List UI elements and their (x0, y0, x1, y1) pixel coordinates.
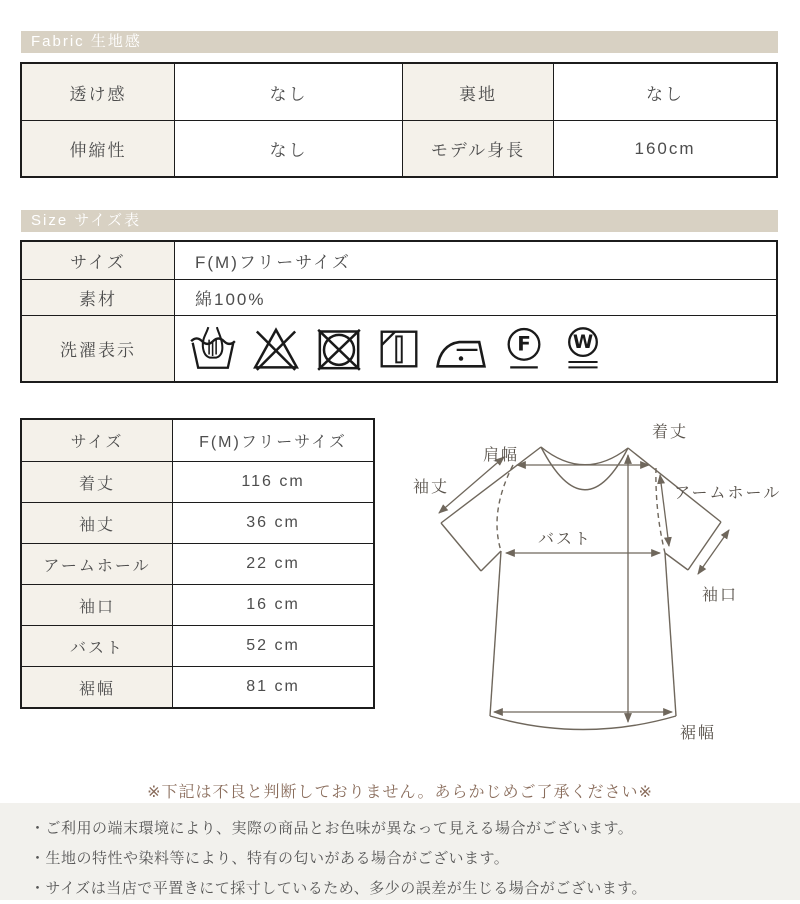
note-fabric-smell: ・生地の特性や染料等により、特有の匂いがある場合がございます。 (30, 850, 510, 867)
body-length-label: 着丈 (651, 424, 689, 441)
care-icons-row (174, 315, 776, 381)
note-color-difference: ・ご利用の端末環境により、実際の商品とお色味が異なって見える場合がございます。 (30, 820, 634, 837)
fabric-value-lining: なし (553, 64, 776, 120)
fabric-section-header (21, 31, 778, 53)
fabric-value-model-height: 160cm (553, 120, 776, 176)
meas-armhole-value: 22 cm (172, 543, 373, 584)
meas-sleeve-label: 袖丈 (22, 502, 172, 543)
dry-clean-letter: F (517, 332, 531, 356)
material-label: 素材 (22, 279, 174, 315)
do-not-bleach-icon (251, 323, 301, 375)
fabric-label-lining: 裏地 (402, 64, 553, 120)
wet-clean-letter: W (572, 331, 594, 353)
fabric-label-sheerness: 透け感 (22, 64, 174, 120)
meas-sleeve-value: 36 cm (172, 502, 373, 543)
measurements-table (20, 418, 375, 709)
shade-dry-icon (377, 323, 421, 375)
cuff-arrow (698, 530, 729, 574)
meas-armhole-label: アームホール (22, 543, 172, 584)
fabric-section-title: Fabric 生地感 (31, 33, 142, 50)
meas-size-label: サイズ (22, 420, 172, 461)
hem-width-label: 裾幅 (680, 725, 717, 742)
meas-length-value: 116 cm (172, 461, 373, 502)
hand-wash-icon (188, 323, 238, 375)
meas-cuff-value: 16 cm (172, 584, 373, 625)
sleeve-length-label: 袖丈 (412, 479, 450, 496)
meas-cuff-label: 袖口 (22, 584, 172, 625)
meas-length-label: 着丈 (22, 461, 172, 502)
armhole-label: アームホール (674, 485, 782, 502)
size-label: サイズ (22, 242, 174, 279)
size-section-title: Size サイズ表 (31, 212, 142, 229)
fabric-table (20, 62, 778, 178)
meas-hem-label: 裾幅 (22, 666, 172, 707)
cuff-label: 袖口 (701, 587, 739, 604)
bust-label: バスト (537, 531, 593, 548)
meas-hem-value: 81 cm (172, 666, 373, 707)
fabric-value-stretch: なし (174, 120, 402, 176)
note-size-tolerance: ・サイズは当店で平置きにて採寸しているため、多少の誤差が生じる場合がございます。 (30, 880, 648, 897)
material-value: 綿100% (174, 279, 776, 315)
fabric-label-stretch: 伸縮性 (22, 120, 174, 176)
shoulder-width-label: 肩幅 (482, 447, 520, 464)
fabric-value-sheerness: なし (174, 64, 402, 120)
wet-clean-w-icon (560, 323, 606, 375)
size-value: F(M)フリーサイズ (174, 242, 776, 279)
tshirt-measure-diagram (398, 420, 798, 768)
dry-clean-f-icon (501, 323, 547, 375)
size-section-header (21, 210, 778, 232)
meas-size-value: F(M)フリーサイズ (172, 420, 373, 461)
meas-bust-label: バスト (22, 625, 172, 666)
disclaimer-heading: ※下記は不良と判断しておりません。あらかじめご了承ください※ (147, 784, 653, 801)
meas-bust-value: 52 cm (172, 625, 373, 666)
notes-section (0, 803, 800, 900)
fabric-label-model-height: モデル身長 (402, 120, 553, 176)
care-label: 洗濯表示 (22, 315, 174, 381)
size-table (20, 240, 778, 383)
do-not-tumble-dry-icon (314, 323, 364, 375)
iron-low-icon (434, 323, 488, 375)
